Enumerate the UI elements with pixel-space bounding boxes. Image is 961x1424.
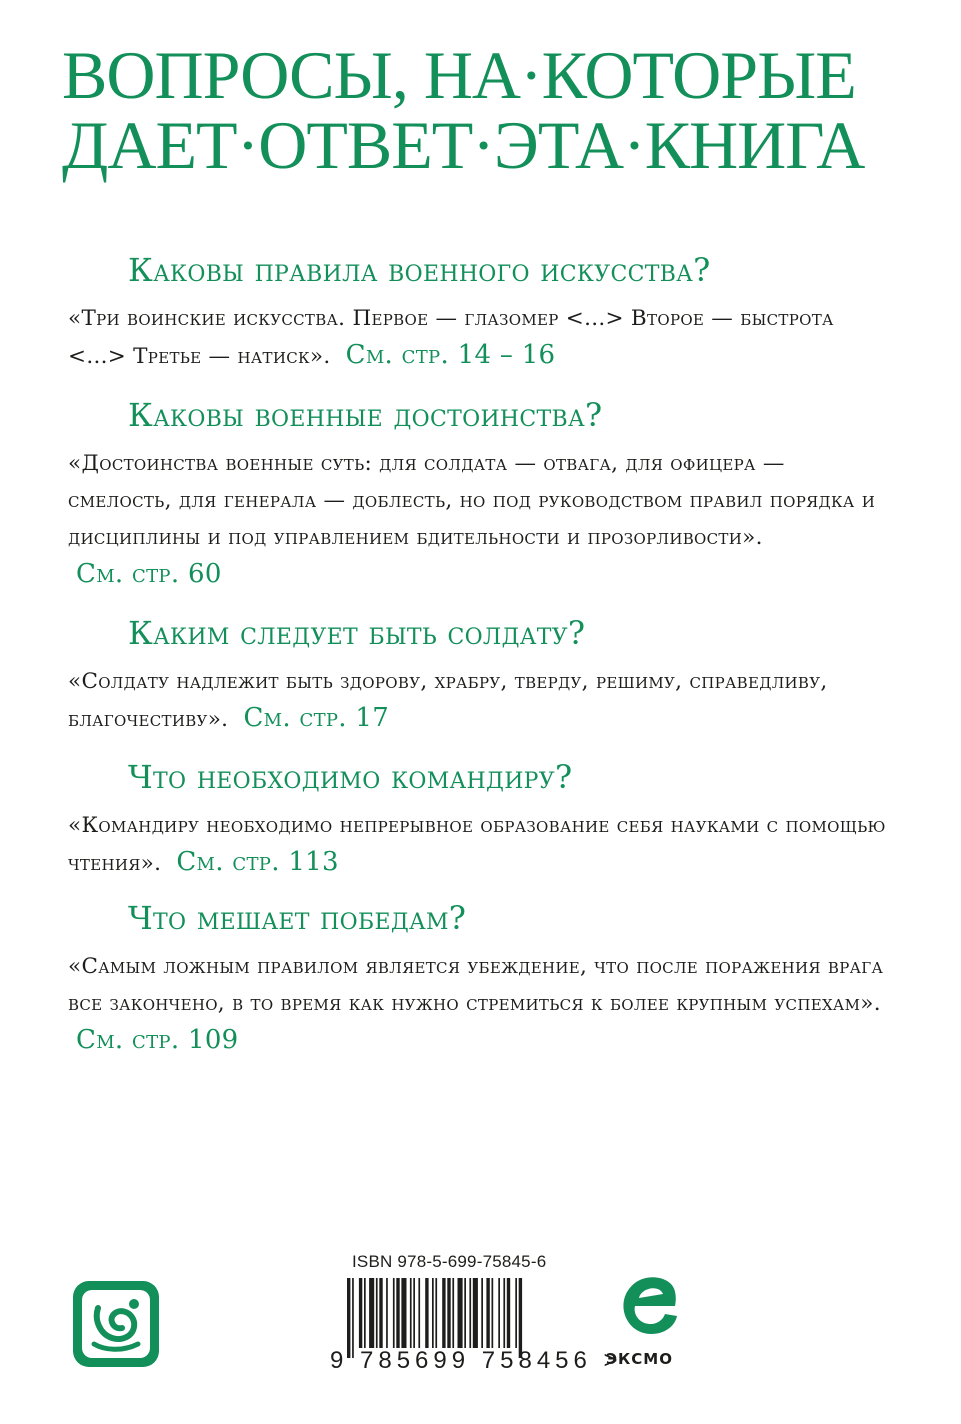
answer-quote xyxy=(68,663,888,738)
question-heading: Каковы правила военного искусства? xyxy=(128,251,711,289)
question-heading: Что мешает победам? xyxy=(128,899,467,937)
isbn-label: ISBN 978-5-699-75845-6 xyxy=(352,1252,547,1271)
answer-text: «Самым ложным правилом является убеждение, что после поражения врага все закончено, в то время как нужно стремиться к более крупным успехам». xyxy=(68,954,884,1016)
qa-section xyxy=(68,757,888,882)
question-heading: Каким следует быть солдату? xyxy=(128,614,586,652)
qa-section xyxy=(68,395,888,594)
answer-text: «Командиру необходимо непрерывное образование себя науками с помощью чтения». xyxy=(68,813,886,876)
title-line-2: ДАЕТ·ОТВЕТ·ЭТА·КНИГА xyxy=(62,107,865,183)
page-reference: См. стр. 14 – 16 xyxy=(345,340,556,370)
title-line-1: ВОПРОСЫ, НА·КОТОРЫЕ xyxy=(62,37,856,113)
qa-section xyxy=(68,250,888,375)
barcode-digits: 9 785699 758456 > xyxy=(330,1347,623,1374)
publisher-name: ЭКСМО xyxy=(606,1350,673,1368)
answer-text: «Достоинства военные суть: для солдата — отвага, для офицера — смелость, для генерала — доблесть, но под руководством правил порядка и дисциплины и под управлением бдительности и прозорливости». xyxy=(68,451,876,550)
publisher-logo-icon xyxy=(615,1270,685,1340)
barcode-bars xyxy=(343,1278,583,1358)
qa-section xyxy=(68,613,888,738)
page-title xyxy=(62,37,942,183)
answer-quote xyxy=(68,445,888,594)
answer-text: «Солдату надлежит быть здорову, храбру, тверду, решиму, справедливу, благочестиву». xyxy=(68,669,828,732)
answer-quote xyxy=(68,948,888,1060)
answer-text: «Три воинские искусства. Первое — глазомер <...> Второе — быстрота <...> Третье — натиск». xyxy=(68,306,834,369)
series-logo-icon xyxy=(70,1278,162,1370)
page-reference: См. стр. 17 xyxy=(243,703,390,733)
question-heading: Что необходимо командиру? xyxy=(128,758,573,796)
page-reference: См. стр. 60 xyxy=(76,559,222,589)
question-heading: Каковы военные достоинства? xyxy=(128,396,603,434)
page-reference: См. стр. 113 xyxy=(176,847,339,877)
answer-quote xyxy=(68,300,888,375)
qa-section xyxy=(68,898,888,1060)
page-reference: См. стр. 109 xyxy=(76,1025,239,1055)
answer-quote xyxy=(68,807,888,882)
